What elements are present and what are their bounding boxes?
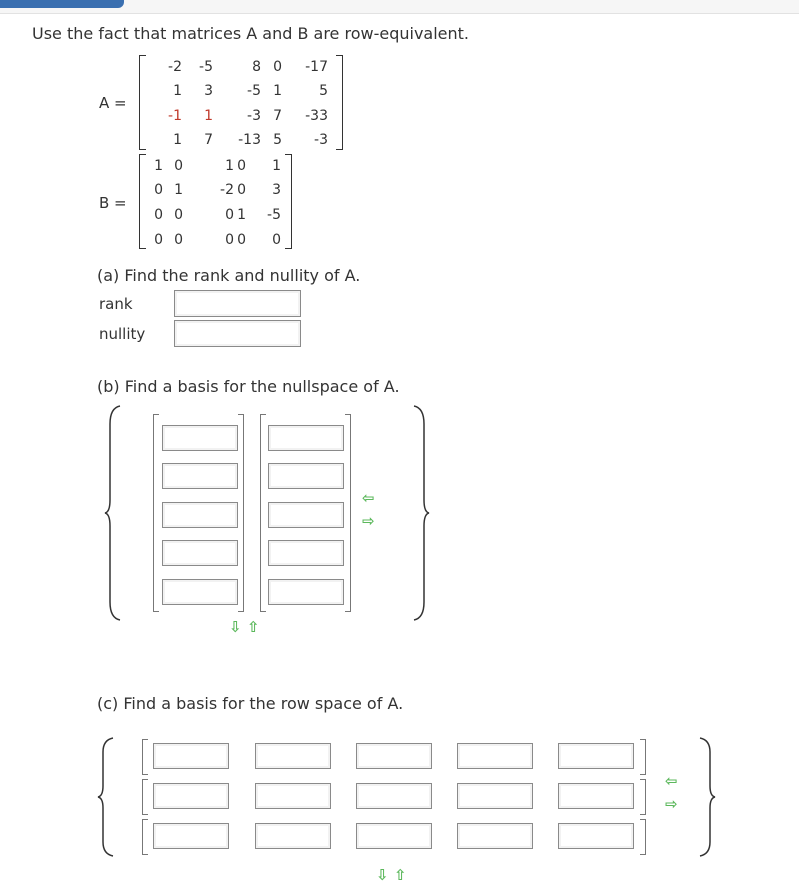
- nullspace-vector-2-entry-4-input[interactable]: [268, 540, 344, 566]
- rowspace-row-3-entry-3-input[interactable]: [356, 823, 432, 849]
- rank-label: rank: [99, 295, 133, 313]
- add-vector-arrow-icon[interactable]: ⇨: [362, 512, 375, 530]
- matrix-b-cell-r2c2: 1: [174, 182, 183, 198]
- add-row-vector-arrow-icon[interactable]: ⇨: [665, 795, 678, 813]
- matrix-a-cell-r1c1: -2: [168, 59, 182, 75]
- nullspace-left-brace: [104, 404, 124, 622]
- rowspace-row-2-left-bracket: [142, 779, 148, 815]
- matrix-b-cell-r1c4: 0: [237, 158, 246, 174]
- nullspace-vector-2-entry-2-input[interactable]: [268, 463, 344, 489]
- matrix-a-cell-r2c3: -5: [247, 83, 261, 99]
- rank-input[interactable]: [174, 290, 301, 317]
- rowspace-row-3-entry-2-input[interactable]: [255, 823, 331, 849]
- nullspace-vector-1-left-bracket: [153, 414, 159, 612]
- matrix-b-cell-r4c2: 0: [174, 232, 183, 248]
- nullspace-vector-2-right-bracket: [345, 414, 351, 612]
- matrix-a-cell-r3c1: -1: [168, 108, 182, 124]
- remove-rowspace-row-up-arrow-icon[interactable]: ⇧: [394, 866, 407, 884]
- matrix-b-cell-r4c5: 0: [272, 232, 281, 248]
- rowspace-row-2-entry-3-input[interactable]: [356, 783, 432, 809]
- matrix-b-cell-r3c1: 0: [154, 207, 163, 223]
- nullity-label: nullity: [99, 325, 146, 343]
- matrix-a-cell-r3c4: 7: [273, 108, 282, 124]
- rowspace-row-3-entry-4-input[interactable]: [457, 823, 533, 849]
- nullspace-vector-2-entry-1-input[interactable]: [268, 425, 344, 451]
- top-accent-tab: [0, 0, 124, 8]
- rowspace-row-3-entry-1-input[interactable]: [153, 823, 229, 849]
- nullspace-vector-1-entry-2-input[interactable]: [162, 463, 238, 489]
- matrix-a-cell-r1c2: -5: [199, 59, 213, 75]
- nullspace-vector-1-entry-3-input[interactable]: [162, 502, 238, 528]
- matrix-b-cell-r3c5: -5: [267, 207, 281, 223]
- matrix-b-cell-r4c3: 0: [225, 232, 234, 248]
- top-bar: [0, 0, 799, 14]
- matrix-a-cell-r4c2: 7: [204, 132, 213, 148]
- nullity-input[interactable]: [174, 320, 301, 347]
- rowspace-row-1-entry-1-input[interactable]: [153, 743, 229, 769]
- nullspace-vector-2-entry-5-input[interactable]: [268, 579, 344, 605]
- intro-text: Use the fact that matrices A and B are row-equivalent.: [32, 24, 470, 43]
- nullspace-vector-2-left-bracket: [260, 414, 266, 612]
- nullspace-vector-2-entry-3-input[interactable]: [268, 502, 344, 528]
- rowspace-right-brace: [696, 736, 716, 858]
- matrix-a-left-bracket: [139, 55, 146, 150]
- rowspace-row-3-right-bracket: [640, 819, 646, 855]
- rowspace-left-brace: [97, 736, 117, 858]
- rowspace-row-2-entry-4-input[interactable]: [457, 783, 533, 809]
- matrix-b-cell-r3c2: 0: [174, 207, 183, 223]
- matrix-b-cell-r2c5: 3: [272, 182, 281, 198]
- rowspace-row-2-entry-2-input[interactable]: [255, 783, 331, 809]
- rowspace-row-1-entry-3-input[interactable]: [356, 743, 432, 769]
- matrix-a-cell-r2c5: 5: [319, 83, 328, 99]
- rowspace-row-2-entry-1-input[interactable]: [153, 783, 229, 809]
- nullspace-vector-1-entry-1-input[interactable]: [162, 425, 238, 451]
- matrix-b-cell-r1c1: 1: [154, 158, 163, 174]
- part-b-question: (b) Find a basis for the nullspace of A.: [97, 377, 400, 396]
- matrix-b-right-bracket: [285, 154, 292, 249]
- part-c-question: (c) Find a basis for the row space of A.: [97, 694, 404, 713]
- matrix-b-label: B =: [99, 194, 127, 212]
- matrix-b-cell-r2c4: 0: [237, 182, 246, 198]
- matrix-b-cell-r2c1: 0: [154, 182, 163, 198]
- matrix-a-cell-r4c4: 5: [273, 132, 282, 148]
- matrix-b-cell-r4c4: 0: [237, 232, 246, 248]
- nullspace-right-brace: [410, 404, 430, 622]
- matrix-a-cell-r3c5: -33: [305, 108, 328, 124]
- matrix-b-cell-r2c3: -2: [220, 182, 234, 198]
- rowspace-row-1-left-bracket: [142, 739, 148, 775]
- matrix-a-cell-r1c3: 8: [252, 59, 261, 75]
- matrix-a-cell-r2c4: 1: [273, 83, 282, 99]
- rowspace-row-1-entry-2-input[interactable]: [255, 743, 331, 769]
- matrix-a-cell-r3c2: 1: [204, 108, 213, 124]
- matrix-a-cell-r4c1: 1: [173, 132, 182, 148]
- remove-row-up-arrow-icon[interactable]: ⇧: [247, 618, 260, 636]
- matrix-a-cell-r2c2: 3: [204, 83, 213, 99]
- matrix-a-cell-r4c5: -3: [314, 132, 328, 148]
- matrix-b-cell-r3c4: 1: [237, 207, 246, 223]
- matrix-b-cell-r3c3: 0: [225, 207, 234, 223]
- add-rowspace-row-down-arrow-icon[interactable]: ⇩: [376, 866, 389, 884]
- rowspace-row-2-entry-5-input[interactable]: [558, 783, 634, 809]
- rowspace-row-1-entry-4-input[interactable]: [457, 743, 533, 769]
- matrix-a-label: A =: [99, 94, 127, 112]
- rowspace-row-1-entry-5-input[interactable]: [558, 743, 634, 769]
- add-row-down-arrow-icon[interactable]: ⇩: [229, 618, 242, 636]
- remove-row-vector-arrow-icon[interactable]: ⇦: [665, 772, 678, 790]
- matrix-a-cell-r3c3: -3: [247, 108, 261, 124]
- rowspace-row-3-left-bracket: [142, 819, 148, 855]
- rowspace-row-1-right-bracket: [640, 739, 646, 775]
- matrix-a-cell-r1c4: 0: [273, 59, 282, 75]
- nullspace-vector-1-entry-4-input[interactable]: [162, 540, 238, 566]
- remove-vector-arrow-icon[interactable]: ⇦: [362, 489, 375, 507]
- matrix-b-cell-r4c1: 0: [154, 232, 163, 248]
- rowspace-row-2-right-bracket: [640, 779, 646, 815]
- matrix-b-cell-r1c5: 1: [272, 158, 281, 174]
- nullspace-vector-1-entry-5-input[interactable]: [162, 579, 238, 605]
- matrix-a-cell-r2c1: 1: [173, 83, 182, 99]
- nullspace-vector-1-right-bracket: [238, 414, 244, 612]
- rowspace-row-3-entry-5-input[interactable]: [558, 823, 634, 849]
- matrix-a-cell-r4c3: -13: [238, 132, 261, 148]
- matrix-b-cell-r1c3: 1: [225, 158, 234, 174]
- matrix-a-cell-r1c5: -17: [305, 59, 328, 75]
- matrix-a-right-bracket: [336, 55, 343, 150]
- part-a-question: (a) Find the rank and nullity of A.: [97, 266, 361, 285]
- matrix-b-cell-r1c2: 0: [174, 158, 183, 174]
